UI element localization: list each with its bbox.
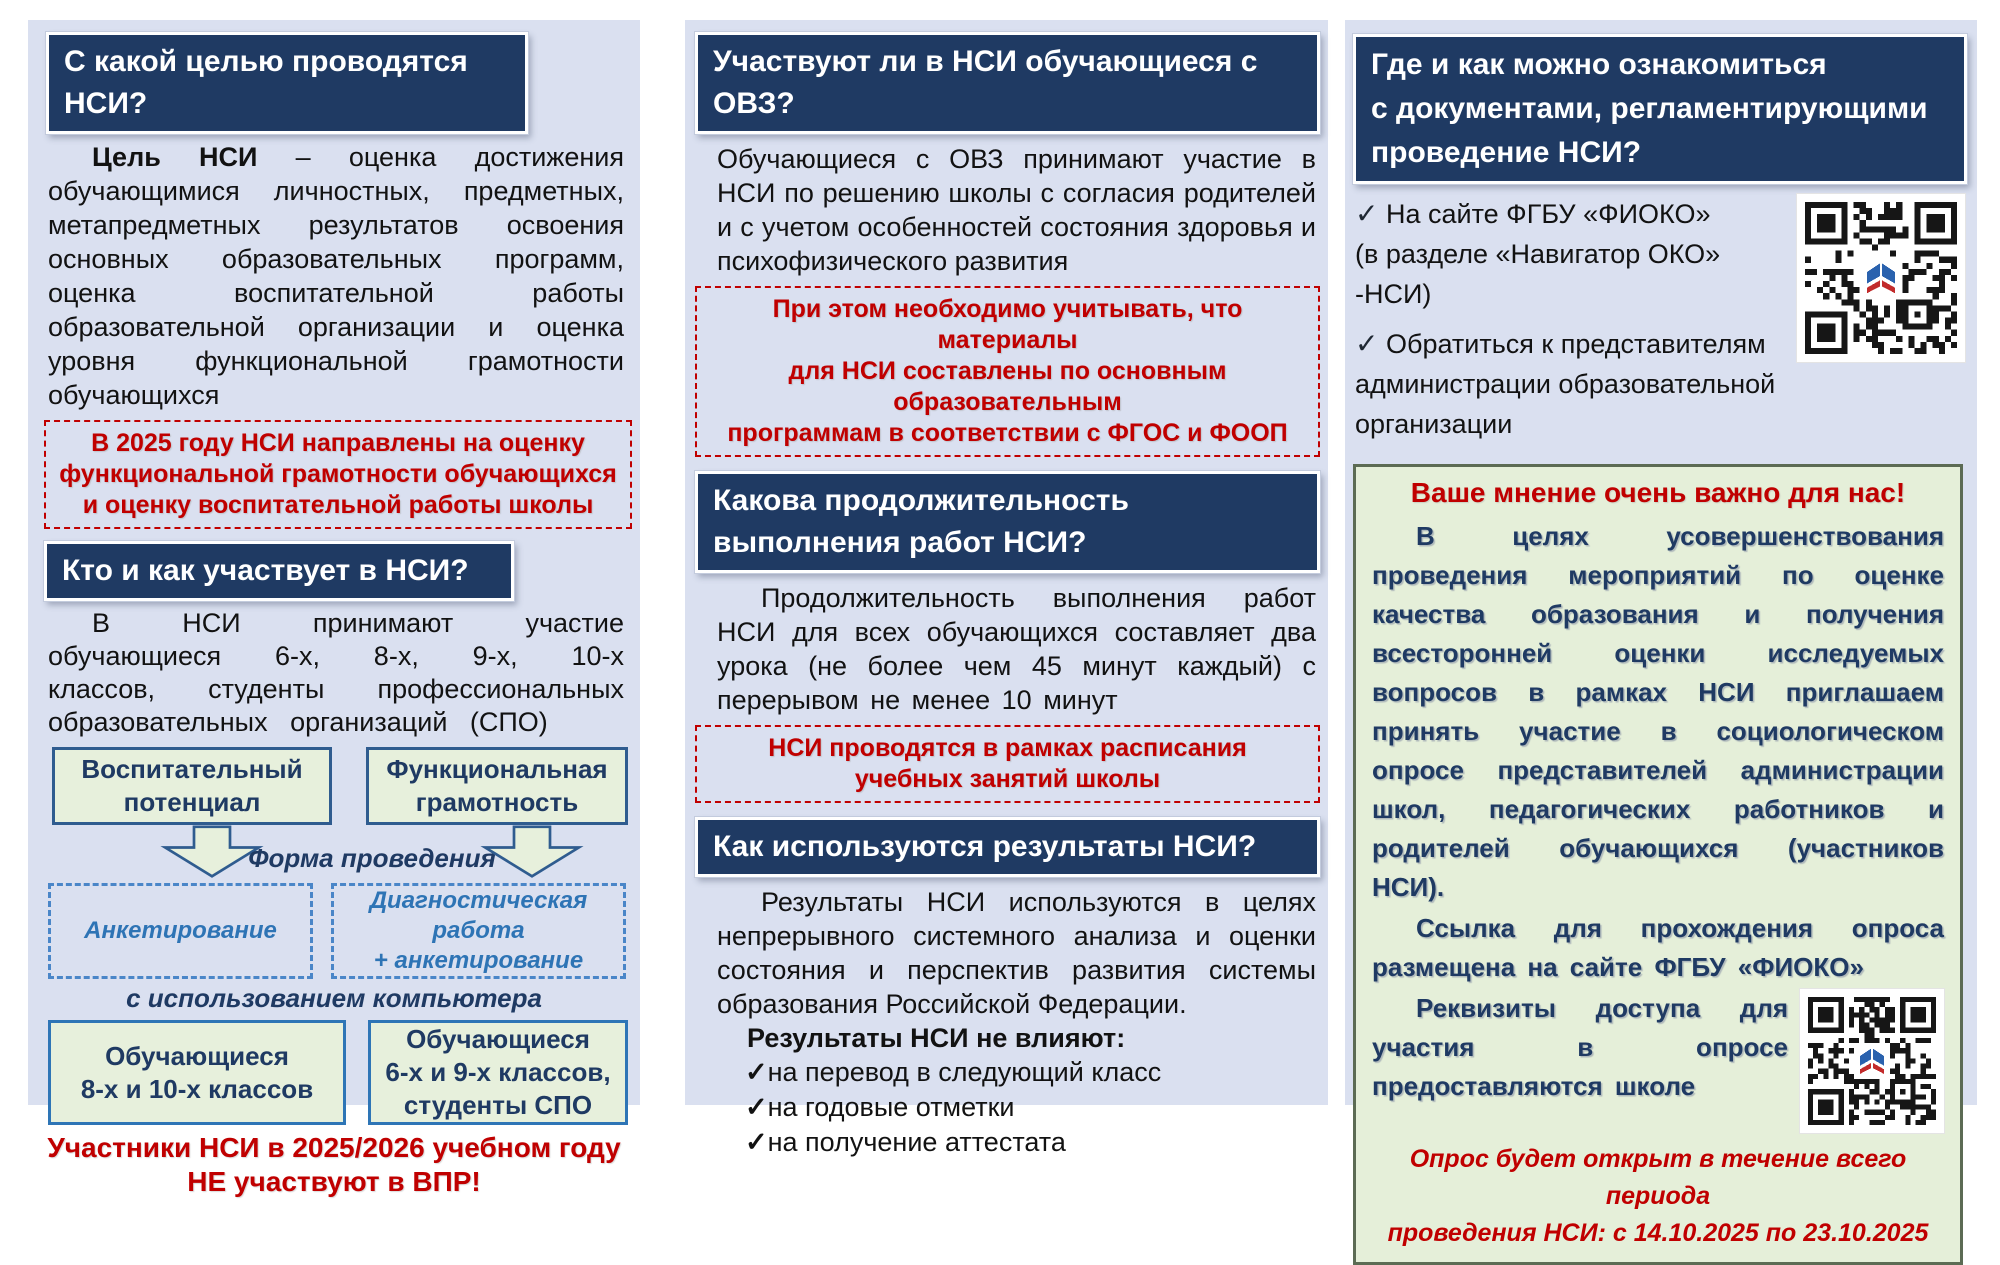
panel-right: [1345, 20, 1977, 1247]
opinion-paragraph-1: В целях усовершенствования проведения мероприятий по оценке качества образования и получения всесторонней оценки исследуемых вопросов в рамках НСИ приглашаем принять участие в социологическом опросе представителей администрации школ, педагогических работников и родителей обучающихся (участников НСИ).: [1372, 521, 1944, 902]
opinion-survey-box: [1353, 464, 1963, 1265]
checkmark-icon: ✓: [745, 1127, 768, 1157]
note-line: для НСИ составлены по основным образовательным: [788, 357, 1227, 416]
box-line: Воспитательный: [81, 754, 303, 784]
arrows-row: [48, 825, 626, 881]
box-grades-8-10: [48, 1020, 346, 1125]
box-line: 8-х и 10-х классов: [80, 1073, 314, 1104]
list-item: [745, 1090, 1316, 1125]
box-vospitatelny-potencial: [52, 747, 332, 825]
down-arrow-icon: [476, 825, 588, 879]
title-line: с документами, регламентирующими: [1371, 92, 1928, 125]
check-item-text: На сайте ФГБУ «ФИОКО»: [1385, 199, 1711, 229]
warning-line: НЕ участвуют в ВПР!: [187, 1166, 481, 1197]
check-item-text: Обратиться к представителям администрации образовательной организации: [1355, 329, 1776, 439]
opinion-paragraph-2: Ссылка для прохождения опроса размещена на сайте ФГБУ «ФИОКО»: [1372, 913, 1944, 982]
note-line: НСИ проводятся в рамках расписания: [768, 734, 1247, 762]
ovz-paragraph: Обучающиеся с ОВЗ принимают участие в НСИ по решению школы с согласия родителей и с учетом особенностей состояния здоровья и психофизического развития: [717, 144, 1316, 276]
box-line: 6-х и 9-х классов,: [385, 1057, 611, 1087]
computer-label: с использованием компьютера: [126, 983, 542, 1013]
note-line: В 2025 году НСИ направлены на оценку: [91, 429, 585, 457]
title-line: выполнения работ НСИ?: [713, 526, 1087, 559]
box-line: грамотность: [415, 787, 579, 817]
opinion-title: Ваше мнение очень важно для нас!: [1410, 477, 1906, 508]
section-title-ovz: Участвуют ли в НСИ обучающиеся с ОВЗ?: [695, 32, 1320, 134]
direction-boxes: [52, 747, 628, 825]
qr-code-survey: [1800, 989, 1944, 1133]
survey-period-note: [1372, 1141, 1944, 1252]
section-title-purpose: С какой целью проводятся НСИ?: [46, 32, 528, 134]
note-line: проведения НСИ: с 14.10.2025 по 23.10.2025: [1387, 1219, 1929, 1247]
form-label: Форма проведения: [248, 843, 496, 873]
results-paragraph: Результаты НСИ используются в целях непрерывного системного анализа и оценки состояния и перспектив развития системы образования Российской Федерации.: [717, 887, 1316, 1019]
box-grades-6-9-spo: [368, 1020, 628, 1125]
documents-info-row: [1355, 194, 1965, 454]
warning-line: Участники НСИ в 2025/2026 учебном году: [47, 1132, 621, 1163]
note-line: и оценку воспитательной работы школы: [82, 491, 594, 519]
opinion-paragraph-3: Реквизиты доступа для участия в опросе предоставляются школе: [1372, 993, 1788, 1101]
box-line: Обучающиеся: [105, 1040, 289, 1071]
box-line: Функциональная: [386, 754, 608, 784]
title-line: проведение НСИ?: [1371, 136, 1642, 169]
checkmark-icon: ✓: [745, 1092, 768, 1122]
purpose-rest: – оценка достижения обучающимися личностных, предметных, метапредметных результатов освоения основных образовательных программ, оценка воспитательной работы образовательной организации и оценка уровня функциональной грамотности обучающихся: [48, 142, 624, 410]
box-line: потенциал: [123, 787, 261, 817]
box-line: Обучающиеся: [406, 1024, 590, 1054]
box-diagnosticheskaya-rabota: [331, 883, 626, 979]
panel-left: [28, 20, 640, 1197]
vpr-warning: [28, 1131, 640, 1199]
list-item-text: на получение аттестата: [767, 1127, 1066, 1157]
section-title-participants: Кто и как участвует в НСИ?: [44, 541, 514, 601]
check-item-text: (в разделе «Навигатор ОКО» -НСИ): [1355, 239, 1721, 309]
box-anketirovanie: Анкетирование: [48, 883, 313, 979]
section-title-duration: [695, 471, 1320, 573]
note-schedule: [695, 725, 1320, 803]
qr-code-documents: [1797, 194, 1965, 362]
section-title-documents: [1353, 34, 1967, 184]
list-item-text: на годовые отметки: [767, 1092, 1015, 1122]
grades-boxes: [48, 1020, 628, 1125]
box-line: + анкетирование: [373, 947, 584, 974]
title-line: Где и как можно ознакомиться: [1371, 48, 1827, 81]
note-fgos: [695, 286, 1320, 457]
box-line: студенты СПО: [403, 1090, 593, 1120]
duration-paragraph: Продолжительность выполнения работ НСИ для всех обучающихся составляет два урока (не более чем 45 минут каждый) с перерывом не менее 10 минут: [717, 583, 1316, 715]
purpose-lead: Цель НСИ: [92, 142, 258, 172]
opinion-row: [1372, 989, 1944, 1133]
note-line: Опрос будет открыт в течение всего периода: [1409, 1145, 1907, 1210]
list-item: [745, 1055, 1316, 1090]
note-line: программам в соответствии с ФГОС и ФООП: [727, 419, 1288, 447]
list-item: [745, 1125, 1316, 1160]
check-item-administration: [1355, 324, 1797, 444]
checkmark-icon: ✓: [1355, 198, 1379, 229]
list-item-text: на перевод в следующий класс: [767, 1057, 1162, 1087]
box-line: Диагностическая работа: [369, 887, 588, 944]
purpose-paragraph: [48, 140, 624, 412]
section-title-results: Как используются результаты НСИ?: [695, 817, 1320, 877]
note-line: учебных занятий школы: [854, 765, 1161, 793]
documents-info-text: [1355, 194, 1797, 454]
checkmark-icon: ✓: [745, 1057, 768, 1087]
panel-middle: [685, 20, 1328, 1157]
note-line: При этом необходимо учитывать, что материалы: [772, 295, 1243, 354]
box-funkcionalnaya-gramotnost: [366, 747, 628, 825]
participants-paragraph: В НСИ принимают участие обучающиеся 6-х, 8-х, 9-х, 10-х классов, студенты профессиональных образовательных организаций (СПО): [48, 608, 624, 737]
note-2025-focus: [44, 420, 632, 529]
checkmark-icon: ✓: [1355, 328, 1379, 359]
note-line: функциональной грамотности обучающихся: [59, 460, 617, 488]
results-list: [745, 1055, 1316, 1160]
check-item-fioko-site: [1355, 194, 1797, 314]
form-boxes: [48, 883, 626, 979]
results-not-affect-heading: Результаты НСИ не влияют:: [747, 1023, 1126, 1053]
title-line: Какова продолжительность: [713, 484, 1129, 517]
